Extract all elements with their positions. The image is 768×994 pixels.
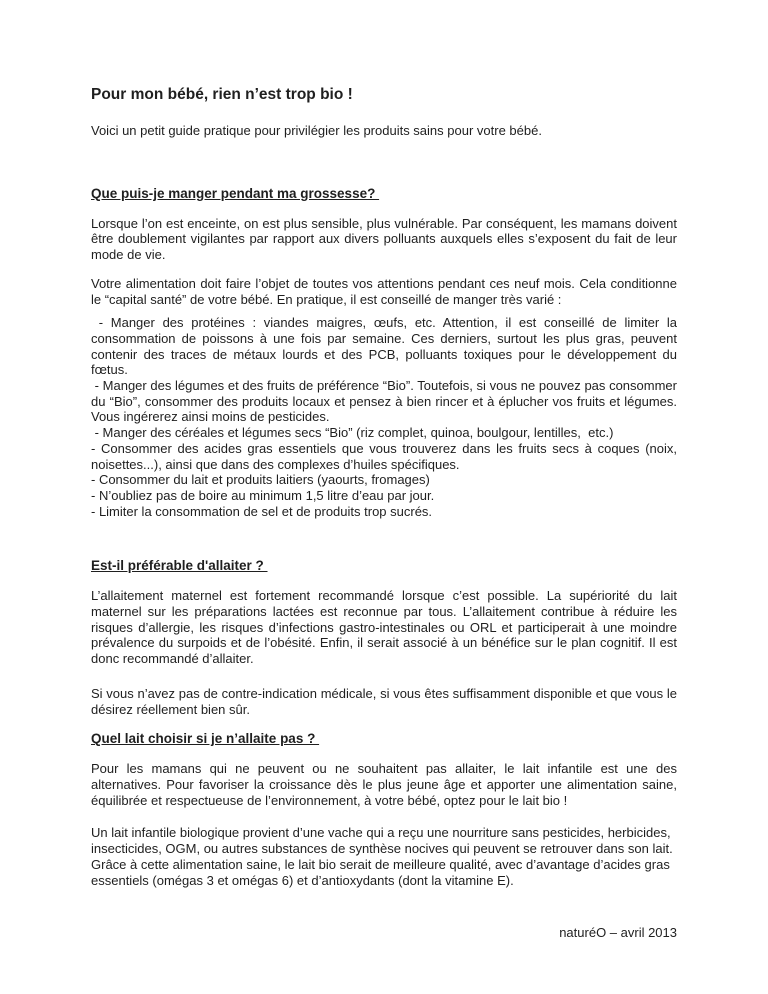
bullet-item-proteines: - Manger des protéines : viandes maigres, œufs, etc. Attention, il est conseillé de limiter la consommation de poissons à une fois par semaine. Ces derniers, surtout les plus gras, peuvent contenir des traces de métaux lourds et des PCB, polluants toxiques pour le développement du fœtus. [91,315,677,378]
bullet-item-cereales: - Manger des céréales et légumes secs “Bio” (riz complet, quinoa, boulgour, lentilles, etc.) [91,425,614,441]
paragraph-lait-bio [91,825,677,888]
paragraph-lait-bio-qualite: Grâce à cette alimentation saine, le lait bio serait de meilleure qualité, avec d’avantage d’acides gras essentiels (omégas 3 et omégas 6) et d’antioxydants (dont la vitamine E). [91,856,670,888]
footer-credit: naturéO – avril 2013 [559,925,677,941]
paragraph-contre-indication: Si vous n’avez pas de contre-indication médicale, si vous êtes suffisamment disponible et que vous le désirez réellement bien sûr. [91,685,677,717]
paragraph-lait-bio-origine: Un lait infantile biologique provient d’une vache qui a reçu une nourriture sans pesticides, herbicides, insecticides, OGM, ou autres substances de synthèse nocives qui peuvent se retrouver dans son lait. [91,825,673,857]
bullet-item-sel-sucre: - Limiter la consommation de sel et de produits trop sucrés. [91,503,433,519]
paragraph-mamans-alternatives: Pour les mamans qui ne peuvent ou ne souhaitent pas allaiter, le lait infantile est une des alternatives. Pour favoriser la croissance dès le plus jeune âge et apporter une alimentation saine, équilibrée et respectueuse de l’environnement, à votre bébé, optez pour le lait bio ! [91,761,677,808]
section-heading-allaiter: Est-il préférable d'allaiter ? [91,558,268,574]
section-heading-quel-lait: Quel lait choisir si je n’allaite pas ? [91,731,320,747]
intro-text: Voici un petit guide pratique pour privilégier les produits sains pour votre bébé. [91,123,542,138]
page-title: Pour mon bébé, rien n’est trop bio ! [91,86,353,103]
section-heading-grossesse: Que puis-je manger pendant ma grossesse? [91,185,380,201]
bullet-item-eau: - N’oubliez pas de boire au minimum 1,5 litre d’eau par jour. [91,487,435,503]
bullet-item-acides-gras: - Consommer des acides gras essentiels que vous trouverez dans les fruits secs à coques (noix, noisettes...), ainsi que dans des complexes d’huiles spécifiques. [91,440,677,472]
paragraph-allaitement: L’allaitement maternel est fortement recommandé lorsque c’est possible. La supériorité du lait maternel sur les préparations lactées est reconnue par tous. L’allaitement contribue à réduire les risques d’allergie, les risques d’infections gastro-intestinales ou ORL et participerait à une moindre prévalence du surpoids et de l’obésité. Enfin, il serait associé à un bénéfice sur le plan cognitif. Il est donc recommandé d’allaiter. [91,588,677,667]
paragraph-enceinte: Lorsque l’on est enceinte, on est plus sensible, plus vulnérable. Par conséquent, les mamans doivent être doublement vigilantes par rapport aux divers polluants auxquels elles s’exposent du fait de leur mode de vie. [91,215,677,263]
bullet-item-legumes-fruits: - Manger des légumes et des fruits de préférence “Bio”. Toutefois, si vous ne pouvez pas consommer du “Bio”, consommer des produits locaux et pensez à bien rincer et à éplucher vos fruits et légumes. Vous ingérerez ainsi moins de pesticides. [91,378,677,425]
paragraph-alimentation: Votre alimentation doit faire l’objet de toutes vos attentions pendant ces neuf mois. Cela conditionne le “capital santé” de votre bébé. En pratique, il est conseillé de manger très varié : [91,275,677,307]
bullet-item-lait: - Consommer du lait et produits laitiers (yaourts, fromages) [91,472,430,488]
bullet-list-conseils [91,315,677,519]
